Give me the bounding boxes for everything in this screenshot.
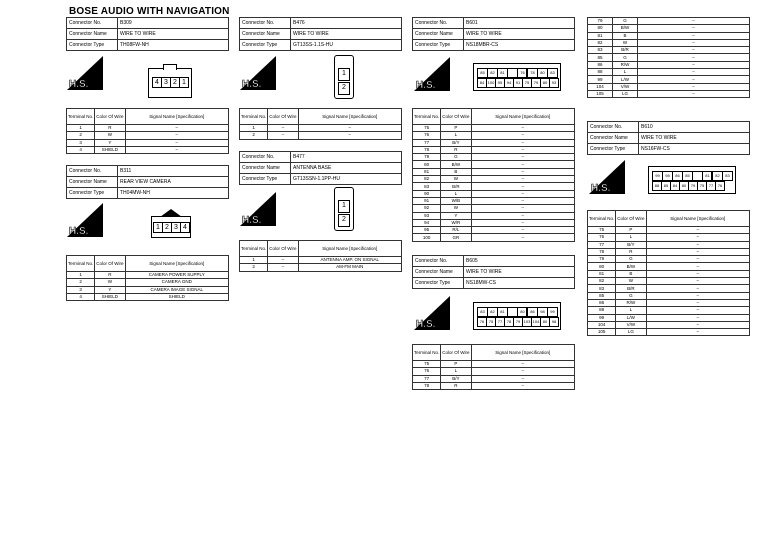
table-row: 95 R/L – (413, 227, 575, 234)
table-row: 75 P – (413, 125, 575, 132)
table-row: 99 L/W – (588, 314, 750, 321)
svg-text:H.S.: H.S. (591, 183, 611, 194)
page-title: BOSE AUDIO WITH NAVIGATION (69, 6, 230, 17)
svg-text:H.S.: H.S. (416, 319, 436, 330)
svg-text:H.S.: H.S. (416, 80, 436, 91)
hs-icon (414, 296, 450, 328)
connector-b601-info: Connector No. B601 Connector Name WIRE TO WIRE Connector Type NS18MBR-CS (412, 17, 575, 51)
table-row: 2 – AM-FM MAIN (240, 264, 402, 271)
table-row: 78 R – (588, 248, 750, 255)
table-row: 82 W – (588, 278, 750, 285)
table-row: 76 L – (413, 132, 575, 139)
connector-b601-pin-table: Terminal No. Color Of Wire Signal Name [Specification] 75 P – 76 L – 77 B/Y – 78 R – 79 G – 80 B/W – 81 B – 82 W – 83 B/R – 90 L – 91 W/B – 92 W – 93 Y – 94 W/R – 95 R/L – 100 GR – (412, 108, 575, 242)
table-row: 86 R/W – (588, 61, 750, 68)
table-row: 82 W – (588, 39, 750, 46)
table-row: 85 G – (588, 292, 750, 299)
table-row: 76 L – (413, 368, 575, 375)
connector-b311-face: 1 2 3 4 (151, 216, 191, 238)
table-row: 2 W – (67, 132, 229, 139)
table-row: 81 B – (413, 168, 575, 175)
table-row: 78 R – (413, 146, 575, 153)
table-row: 79 G – (413, 154, 575, 161)
connector-b309-pin-table: Terminal No. Color Of Wire Signal Name [Specification] 1 R – 2 W – 3 Y – 4 SHIELD – (66, 108, 229, 154)
table-row: 79 G – (588, 18, 750, 25)
connector-b477-pin-table: Terminal No. Color Of Wire Signal Name [Specification] 1 – ANTENNA AMP. ON SIGNAL 2 – AM-FM MAIN (239, 240, 402, 272)
table-row: 86 R/W – (588, 299, 750, 306)
table-row: 83 B/R – (413, 183, 575, 190)
table-row: 90 L – (413, 190, 575, 197)
table-row: 104 V/W – (588, 83, 750, 90)
connector-b605-info: Connector No. B605 Connector Name WIRE TO WIRE Connector Type NS18MW-CS (412, 255, 575, 289)
table-row: 81 B – (588, 32, 750, 39)
connector-b605-pin-table: Terminal No. Color Of Wire Signal Name [Specification] 75 P – 76 L – 77 B/Y – 78 R – (412, 344, 575, 390)
table-row: 76 L – (588, 234, 750, 241)
svg-text:H.S.: H.S. (242, 215, 262, 226)
table-row: 91 W/B – (413, 197, 575, 204)
table-row: 1 – – (240, 125, 402, 132)
table-row: 79 G – (588, 256, 750, 263)
connector-b610-info: Connector No. B610 Connector Name WIRE TO WIRE Connector Type NS16FW-CS (587, 121, 750, 155)
connector-b610-pin-table: Terminal No. Color Of Wire Signal Name [Specification] 75 P – 76 L – 77 B/Y – 78 R – 79 G – 80 B/W – 81 B – 82 W – 83 B/R – 85 G – 86 R/W – 88 L – 99 L/W – 104 V/W – 105 LG – (587, 210, 750, 336)
table-row: 1 R – (67, 125, 229, 132)
connector-b311-info: Connector No. B311 Connector Name REAR VIEW CAMERA Connector Type TH04MW-NH (66, 165, 229, 199)
svg-text:H.S.: H.S. (69, 79, 89, 90)
hs-icon (67, 56, 103, 88)
connector-b476-face: 1 2 (334, 55, 354, 99)
table-row: 80 B/W – (413, 161, 575, 168)
table-row: 82 W – (413, 176, 575, 183)
table-row: 78 R – (413, 382, 575, 389)
table-row: 99 L/W – (588, 76, 750, 83)
connector-b605-pin-table-continued (587, 17, 750, 98)
connector-b601-face: 85 82 81 76 78 80 83 84 100 95 94 91 75 79 80 93 (473, 63, 561, 91)
table-row: 104 V/W – (588, 321, 750, 328)
table-row: 83 B/R – (588, 47, 750, 54)
hs-icon (67, 203, 103, 235)
hs-icon (240, 56, 276, 88)
table-row: 81 B – (588, 270, 750, 277)
table-row: 75 P – (588, 227, 750, 234)
table-row: 2 W CAMERA GND (67, 279, 229, 286)
svg-text:H.S.: H.S. (69, 226, 89, 237)
connector-b605-face: 83 82 81 80 86 98 99 76 75 77 78 79 103 104 80 98 (473, 302, 561, 330)
table-row: 88 L – (588, 69, 750, 76)
connector-b477-face: 1 2 (334, 187, 354, 231)
connector-b309-info: Connector No. B309 Connector Name WIRE TO WIRE Connector Type TH08FW-NH (66, 17, 229, 51)
table-row: 77 B/Y – (588, 241, 750, 248)
table-row: 2 – – (240, 132, 402, 139)
table-row: 3 Y CAMERA IMAGE SIGNAL (67, 286, 229, 293)
table-row: 83 B/R – (588, 285, 750, 292)
connector-b311-pin-table: Terminal No. Color Of Wire Signal Name [Specification] 1 R CAMERA POWER SUPPLY 2 W CAMERA GND 3 Y CAMERA IMAGE SIGNAL 4 SHIELD SHIELD (66, 255, 229, 301)
connector-b309-face: 4 3 2 1 (148, 68, 192, 98)
table-row: 80 B/W – (588, 263, 750, 270)
connector-b476-info: Connector No. B476 Connector Name WIRE TO WIRE Connector Type GT13SS-1.1S-HU (239, 17, 402, 51)
table-row: 75 P – (413, 361, 575, 368)
connector-b477-info: Connector No. B477 Connector Name ANTENNA BASE Connector Type GT13SSN-1.1PP-HU (239, 151, 402, 185)
hs-icon (589, 160, 625, 192)
connector-b476-pin-table: Terminal No. Color Of Wire Signal Name [Specification] 1 – – 2 – – (239, 108, 402, 140)
table-row: 92 W – (413, 205, 575, 212)
table-row: 1 R CAMERA POWER SUPPLY (67, 272, 229, 279)
table-row: 1 – ANTENNA AMP. ON SIGNAL (240, 257, 402, 264)
hs-icon (414, 57, 450, 89)
table-row: 85 G – (588, 54, 750, 61)
table-row: 80 B/W – (588, 25, 750, 32)
table-row: 94 W/R – (413, 219, 575, 226)
connector-b610-face: 99 98 86 85 81 82 83 88 85 84 80 79 75 77 76 (648, 166, 736, 194)
table-row: 77 B/Y – (413, 139, 575, 146)
table-row: 105 LG – (588, 90, 750, 97)
hs-icon (240, 192, 276, 224)
table-row: 93 Y – (413, 212, 575, 219)
table-row: 100 GR – (413, 234, 575, 241)
table-row: 77 B/Y – (413, 375, 575, 382)
table-row: 4 SHIELD SHIELD (67, 293, 229, 300)
svg-text:H.S.: H.S. (242, 79, 262, 90)
table-row: 88 L – (588, 307, 750, 314)
table-row: 105 LG – (588, 329, 750, 336)
table-row: 4 SHIELD – (67, 146, 229, 153)
table-row: 3 Y – (67, 139, 229, 146)
